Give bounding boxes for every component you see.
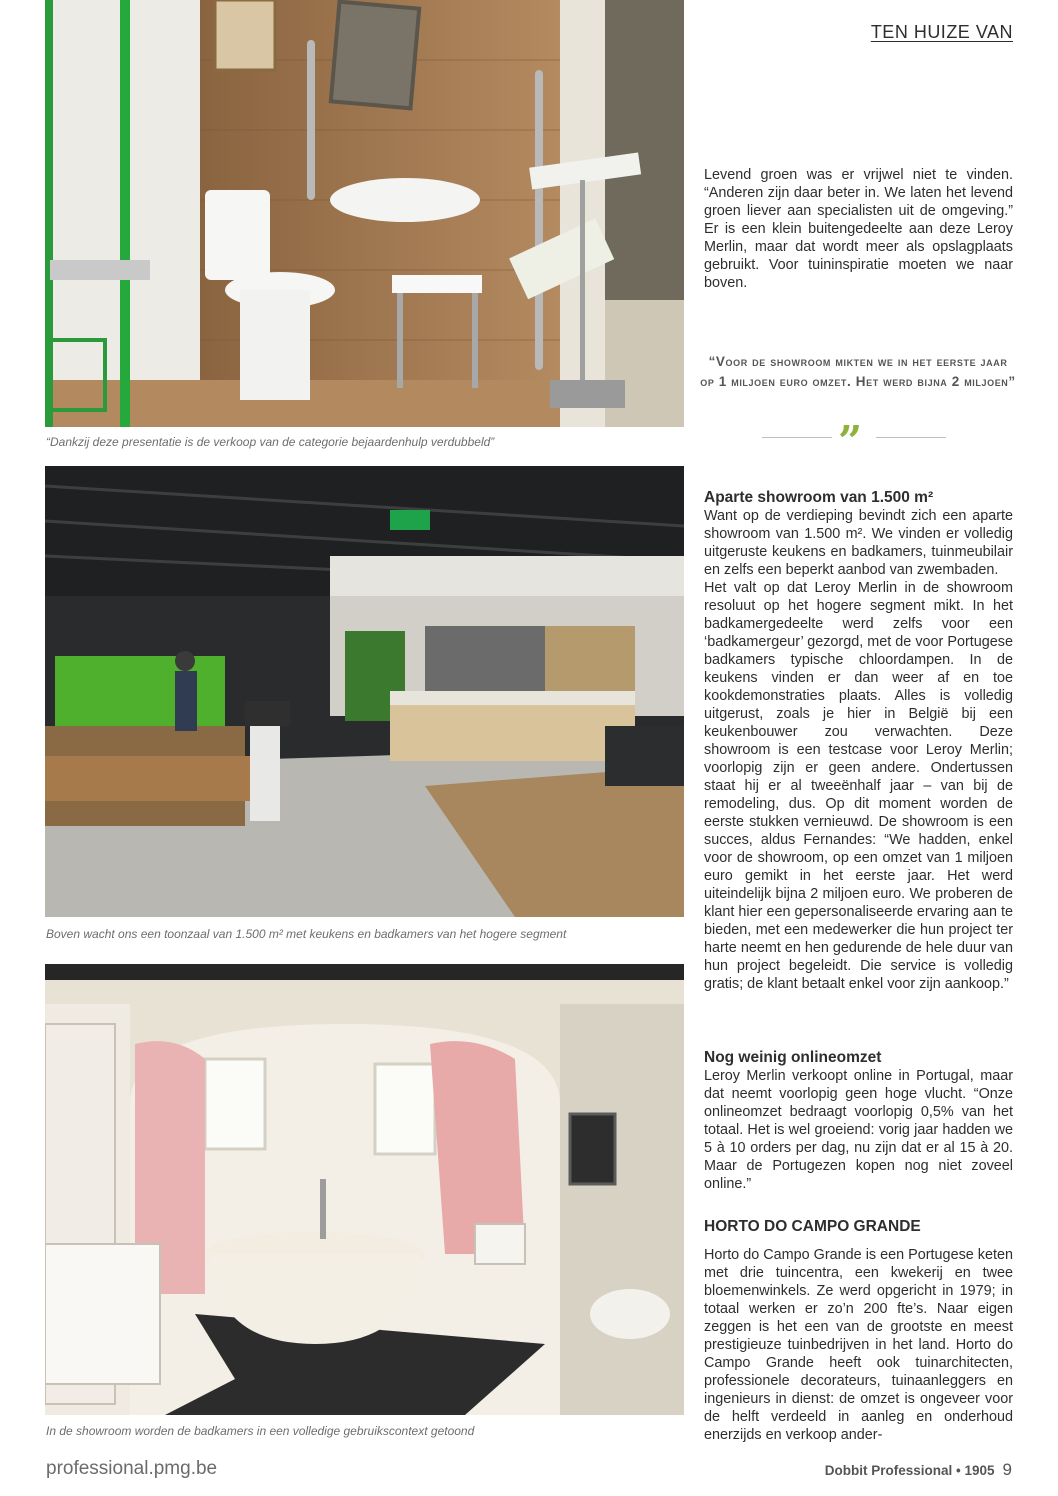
photo-showroom-floor (45, 466, 684, 917)
intro-paragraph: Levend groen was er vrijwel niet te vinden. “Anderen zijn daar beter in. We laten het levend groen liever aan specialisten uit de omgeving.” Er is een klein buitengedeelte aan deze Leroy Merlin, maar dat wordt meer als opslagplaats gebruikt. Voor tuininspiratie moeten we naar boven. (704, 167, 1013, 291)
section-showroom-paragraph-2: Het valt op dat Leroy Merlin in de showroom resoluut op het hogere segment mikt. In het badkamergedeelte werd zelfs voor een ‘badkamergeur’ gezorgd, met de voor Portugese badkamers typische chloordampen. In de keukens vinden er dan weer af en toe kookdemonstraties plaats. Alles is volledig uitgerust, zoals je hier in België bij een keukenbouwer zou verwachten. Deze showroom is een testcase voor Leroy Merlin; voorlopig zijn er geen andere. Ondertussen staat hij er al tweeënhalf jaar – van bij de remodeling, dus. Op dit moment worden de eerste stukken vernieuwd. De showroom is een succes, aldus Fernandes: “We hadden, enkel voor de showroom, op een omzet van 1 miljoen euro gemikt in het eerste jaar. Het werd uiteindelijk bijna 2 miljoen euro. We proberen de klant hier een gepersonaliseerde ervaring aan te bieden, met een medewerker die hun project ter harte neemt en hen gedurende de hele duur van hun project begeleidt. Die service is volledig gratis; de klant betaalt enkel voor zijn aankoop.” (704, 580, 1013, 992)
photo-bathroom-aid-display (45, 0, 684, 427)
photo-caption-2: Boven wacht ons een toonzaal van 1.500 m² met keukens en badkamers van het hogere segment (46, 927, 567, 941)
quote-rule-left (762, 437, 832, 438)
footer-publication (825, 1460, 1012, 1480)
intro-block (704, 166, 1013, 292)
photo-bathroom-showroom (45, 964, 684, 1415)
photo-caption-3: In de showroom worden de badkamers in een volledige gebruikscontext getoond (46, 1424, 475, 1438)
section-tag: TEN HUIZE VAN (870, 22, 1013, 42)
section-showroom-paragraph-1: Want op de verdieping bevindt zich een aparte showroom van 1.500 m². We vinden er volledig uitgeruste keukens en badkamers, tuinmeubilair en zelfs een beperkt aanbod van zwembaden. (704, 508, 1013, 578)
section-horto (704, 1217, 1013, 1444)
quote-rule-right (876, 437, 946, 438)
section-online (704, 1048, 1013, 1193)
pull-quote: “Voor de showroom mikten we in het eerste jaar op 1 miljoen euro omzet. Het werd bijna 2 miljoen” (700, 354, 1016, 389)
footer-website-link[interactable]: professional.pmg.be (46, 1458, 218, 1479)
section-heading-horto: HORTO DO CAMPO GRANDE (704, 1218, 921, 1235)
page-number: 9 (1002, 1460, 1012, 1479)
section-showroom (704, 488, 1013, 993)
photo-caption-1: “Dankzij deze presentatie is de verkoop van de categorie bejaardenhulp verdubbeld” (46, 435, 495, 449)
footer-magazine-title: Dobbit Professional • 1905 (824, 1463, 995, 1478)
section-heading-online: Nog weinig onlineomzet (704, 1049, 882, 1066)
section-online-paragraph: Leroy Merlin verkoopt online in Portugal, maar dat neemt voorlopig geen hoge vlucht. “Onze onlineomzet bedraagt voorlopig 0,5% van het totaal. Het is wel groeiend: vorig jaar hadden we 5 à 10 orders per dag, nu zijn dat er al 15 à 20. Maar de Portugezen kopen nog niet zoveel online.” (704, 1068, 1013, 1192)
quote-mark-icon: ” (838, 417, 863, 466)
section-heading-showroom: Aparte showroom van 1.500 m² (704, 489, 934, 506)
section-horto-paragraph: Horto do Campo Grande is een Portugese keten met drie tuincentra, een kwekerij en twee bloemenwinkels. Ze werd opgericht in 1979; in totaal werken er zo’n 200 fte’s. Naar eigen zeggen is het een van de grootste en meest prestigieuze tuinbedrijven in het land. Horto do Campo Grande heeft ook tuinarchitecten, professionele decorateurs, tuinaanleggers en ingenieurs in dienst: de omzet is ongeveer voor de helft verdeeld in aanleg en onderhoud enerzijds en verkoop ander- (704, 1247, 1013, 1443)
